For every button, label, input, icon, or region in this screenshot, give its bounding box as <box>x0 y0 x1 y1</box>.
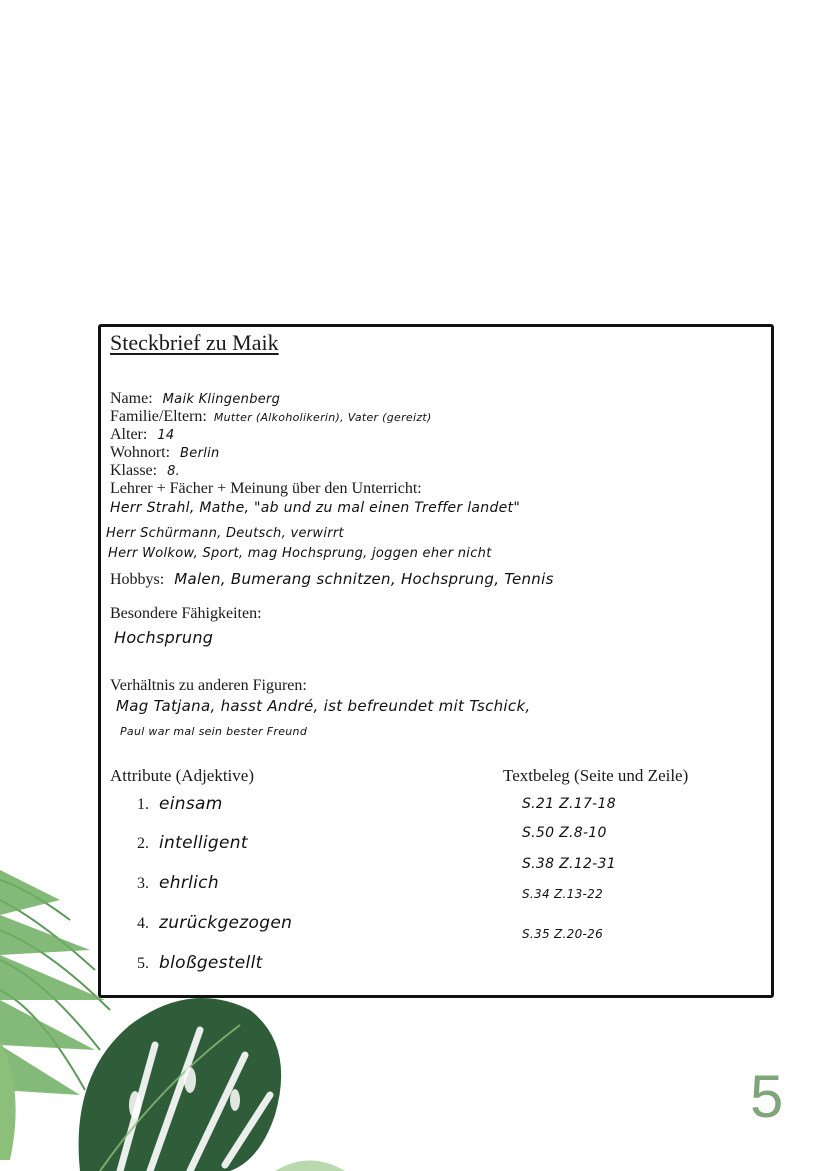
name-value: Maik Klingenberg <box>162 392 281 407</box>
name-label: Name: <box>110 390 153 407</box>
home-label: Wohnort: <box>110 444 171 461</box>
skills-value: Hochsprung <box>114 628 214 647</box>
attribute-item <box>137 913 292 933</box>
teacher-line-3: Herr Wolkow, Sport, mag Hochsprung, joggen eher nicht <box>108 546 492 561</box>
attribute-number: 5. <box>137 955 149 972</box>
hobbies-row <box>110 570 554 589</box>
attribute-word: einsam <box>159 794 223 814</box>
evidence-item <box>522 925 603 943</box>
age-value: 14 <box>157 428 175 443</box>
evidence-header: Textbeleg (Seite und Zeile) <box>503 766 689 785</box>
family-row <box>110 408 432 427</box>
attribute-item <box>137 873 219 893</box>
attribute-word: zurückgezogen <box>159 913 293 933</box>
teachers-label: Lehrer + Fächer + Meinung über den Unterricht: <box>110 480 422 497</box>
evidence-item <box>522 824 607 842</box>
evidence-text: S.21 Z.17-18 <box>522 796 616 812</box>
relations-label: Verhältnis zu anderen Figuren: <box>110 677 307 694</box>
home-row <box>110 444 220 463</box>
small-leaf-bottom-illustration <box>270 1150 350 1171</box>
class-label: Klasse: <box>110 462 158 479</box>
family-label: Familie/Eltern: <box>110 408 207 425</box>
attribute-item <box>137 953 263 973</box>
monstera-leaf-illustration <box>60 985 290 1171</box>
family-value: Mutter (Alkoholikerin), Vater (gereizt) <box>213 411 432 424</box>
attribute-word: ehrlich <box>159 873 219 893</box>
age-row <box>110 426 174 445</box>
evidence-text: S.38 Z.12-31 <box>522 856 616 872</box>
page-number: 5 <box>750 1063 784 1130</box>
class-value: 8. <box>167 464 181 479</box>
attribute-word: intelligent <box>159 833 248 853</box>
evidence-text: S.34 Z.13-22 <box>522 887 604 901</box>
teacher-line-2: Herr Schürmann, Deutsch, verwirrt <box>106 526 344 541</box>
age-label: Alter: <box>110 426 148 443</box>
home-value: Berlin <box>180 446 220 461</box>
relations-line-1: Mag Tatjana, hasst André, ist befreundet mit Tschick, <box>116 697 531 715</box>
attribute-item <box>137 794 223 814</box>
relations-line-2: Paul war mal sein bester Freund <box>120 725 308 738</box>
hobbies-value: Malen, Bumerang schnitzen, Hochsprung, Tennis <box>174 570 554 588</box>
attributes-header: Attribute (Adjektive) <box>110 766 254 785</box>
evidence-item <box>522 855 616 873</box>
skills-label: Besondere Fähigkeiten: <box>110 605 262 622</box>
attribute-item <box>137 833 248 853</box>
attribute-number: 2. <box>137 835 149 852</box>
evidence-item <box>522 795 616 813</box>
card-title: Steckbrief zu Maik <box>110 330 279 355</box>
evidence-text: S.35 Z.20-26 <box>522 927 604 941</box>
evidence-item <box>522 885 603 903</box>
attribute-word: bloßgestellt <box>159 953 263 973</box>
attribute-number: 3. <box>137 875 149 892</box>
evidence-text: S.50 Z.8-10 <box>522 825 607 841</box>
attribute-number: 4. <box>137 915 149 932</box>
name-row <box>110 390 280 409</box>
teacher-line-1: Herr Strahl, Mathe, "ab und zu mal einen Treffer landet" <box>110 500 521 516</box>
hobbies-label: Hobbys: <box>110 571 165 588</box>
class-row <box>110 462 180 481</box>
attribute-number: 1. <box>137 796 149 813</box>
